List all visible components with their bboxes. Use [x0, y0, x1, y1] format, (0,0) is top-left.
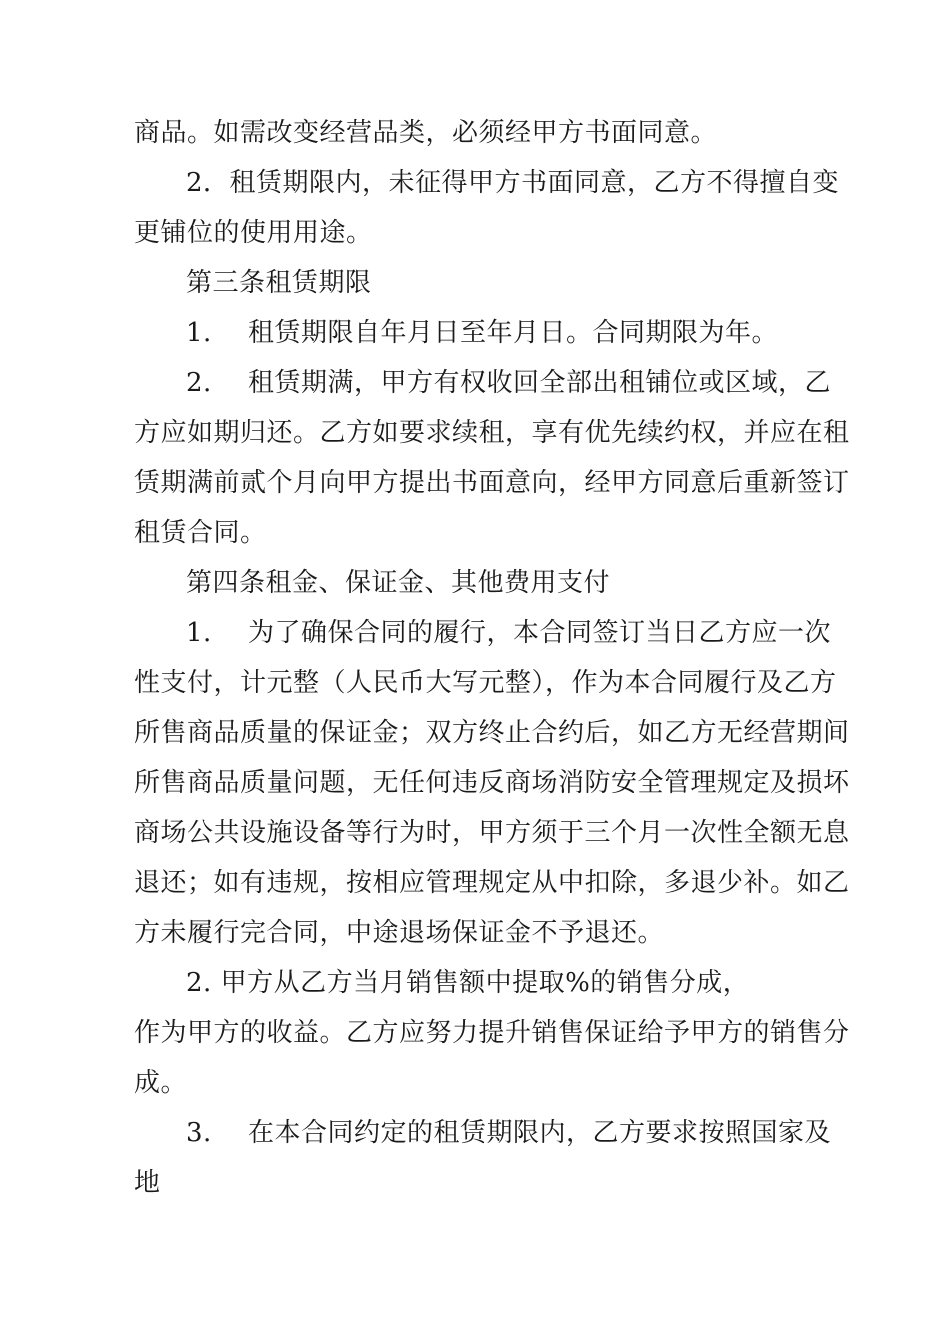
- text-line: 作为甲方的收益。乙方应努力提升销售保证给予甲方的销售分: [134, 1018, 850, 1048]
- list-item: 2. 甲方从乙方当月销售额中提取%的销售分成，: [186, 968, 750, 998]
- list-item: 1. 为了确保合同的履行，本合同签订当日乙方应一次: [186, 608, 831, 658]
- text-line: 赁期满前贰个月向甲方提出书面意向，经甲方同意后重新签订: [134, 468, 850, 498]
- text-line: 方应如期归还。乙方如要求续租，享有优先续约权，并应在租: [134, 418, 850, 448]
- section-heading: 第三条租赁期限: [186, 268, 372, 298]
- text-line: 方未履行完合同，中途退场保证金不予退还。: [134, 918, 665, 948]
- list-item: 1. 租赁期限自年月日至年月日。合同期限为年。: [186, 308, 778, 358]
- text-line: 退还；如有违规，按相应管理规定从中扣除，多退少补。如乙: [134, 868, 850, 898]
- list-item: 2. 租赁期满，甲方有权收回全部出租铺位或区域，乙: [186, 358, 831, 408]
- item-number: 1.: [186, 318, 212, 348]
- item-number: 3.: [186, 1118, 212, 1148]
- item-number: 2.: [186, 368, 212, 398]
- item-number: 1.: [186, 618, 212, 648]
- text-line: 商场公共设施设备等行为时，甲方须于三个月一次性全额无息: [134, 818, 850, 848]
- text-line: 所售商品质量的保证金；双方终止合约后，如乙方无经营期间: [134, 718, 850, 748]
- text-line: 更铺位的使用用途。: [134, 218, 373, 248]
- text-line: 租赁合同。: [134, 518, 267, 548]
- text-line: 性支付，计元整（人民币大写元整），作为本合同履行及乙方: [134, 668, 837, 698]
- section-heading: 第四条租金、保证金、其他费用支付: [186, 568, 611, 598]
- text-line: 成。: [134, 1068, 188, 1098]
- list-item: 3. 在本合同约定的租赁期限内，乙方要求按照国家及: [186, 1108, 831, 1158]
- text-line: 商品。如需改变经营品类，必须经甲方书面同意。: [134, 118, 718, 148]
- text-line: 所售商品质量问题，无任何违反商场消防安全管理规定及损坏: [134, 768, 850, 798]
- text-line: 2．租赁期限内，未征得甲方书面同意，乙方不得擅自变: [186, 168, 840, 198]
- text-line: 地: [134, 1168, 161, 1198]
